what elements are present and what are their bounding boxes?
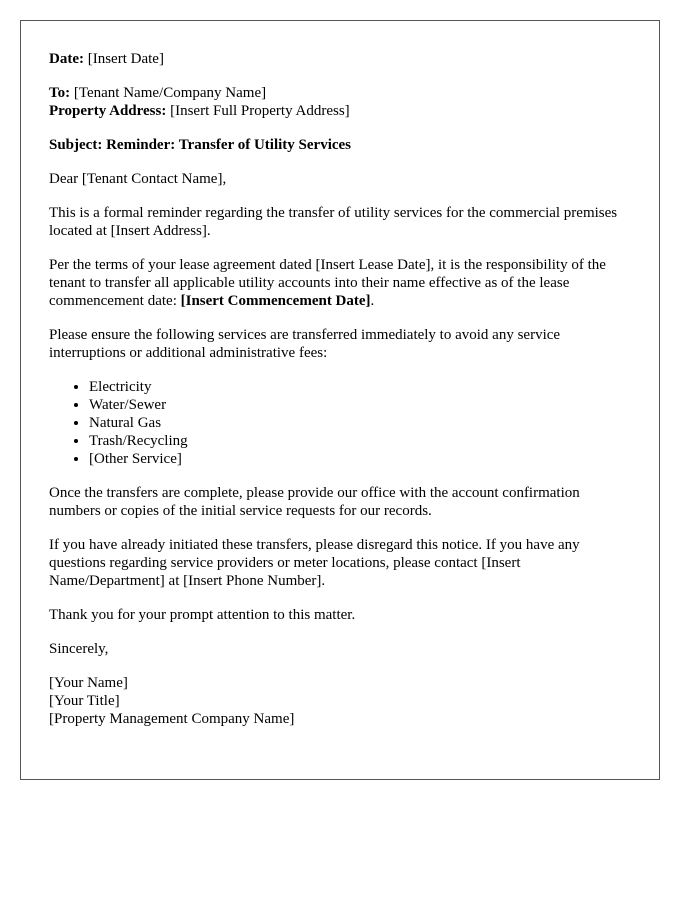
- to-label: To:: [49, 85, 71, 101]
- date-line: [49, 50, 631, 68]
- closing: Sincerely,: [49, 641, 109, 657]
- list-item: • Electricity: [89, 378, 631, 396]
- body-paragraph-6: Thank you for your prompt attention to this matter.: [49, 607, 356, 623]
- signature-block: [49, 674, 631, 728]
- to-line: [49, 84, 631, 102]
- body-paragraph-2: [49, 256, 631, 310]
- body-paragraph-5: If you have already initiated these transfers, please disregard this notice. If you have any questions regarding service providers or meter locations, please contact [Insert Name/Department] at [Insert Phone Number].: [49, 537, 580, 589]
- subject-line: Subject: Reminder: Transfer of Utility Services: [49, 137, 352, 153]
- property-address-line: [49, 102, 631, 120]
- signature-title: [Your Title]: [49, 693, 120, 709]
- body-paragraph-1: This is a formal reminder regarding the transfer of utility services for the commercial premises located at [Insert Address].: [49, 205, 618, 239]
- property-address-value: [Insert Full Property Address]: [166, 103, 350, 119]
- body-paragraph-2-text: Per the terms of your lease agreement dated [Insert Lease Date], it is the responsibility of the tenant to transfer all applicable utility accounts into their name effective as of the lease commencement date:: [49, 257, 606, 309]
- to-value: [Tenant Name/Company Name]: [70, 85, 267, 101]
- recipient-block: [49, 84, 631, 120]
- services-list: [49, 378, 631, 468]
- list-item: • Trash/Recycling: [89, 432, 631, 450]
- property-address-label: Property Address:: [49, 103, 167, 119]
- body-paragraph-4: Once the transfers are complete, please provide our office with the account confirmation numbers or copies of the initial service requests for our records.: [49, 485, 580, 519]
- list-item: • Water/Sewer: [89, 396, 631, 414]
- date-value: [Insert Date]: [83, 51, 164, 67]
- list-item: • Natural Gas: [89, 414, 631, 432]
- date-label: Date:: [49, 51, 84, 67]
- salutation: Dear [Tenant Contact Name],: [49, 171, 227, 187]
- letter-container: [20, 20, 660, 780]
- signature-name: [Your Name]: [49, 675, 128, 691]
- body-paragraph-3: Please ensure the following services are transferred immediately to avoid any service interruptions or additional administrative fees:: [49, 327, 561, 361]
- signature-company: [Property Management Company Name]: [49, 711, 295, 727]
- list-item: • [Other Service]: [89, 450, 631, 468]
- body-paragraph-2-end: .: [370, 293, 375, 309]
- commencement-date: [Insert Commencement Date]: [180, 293, 371, 309]
